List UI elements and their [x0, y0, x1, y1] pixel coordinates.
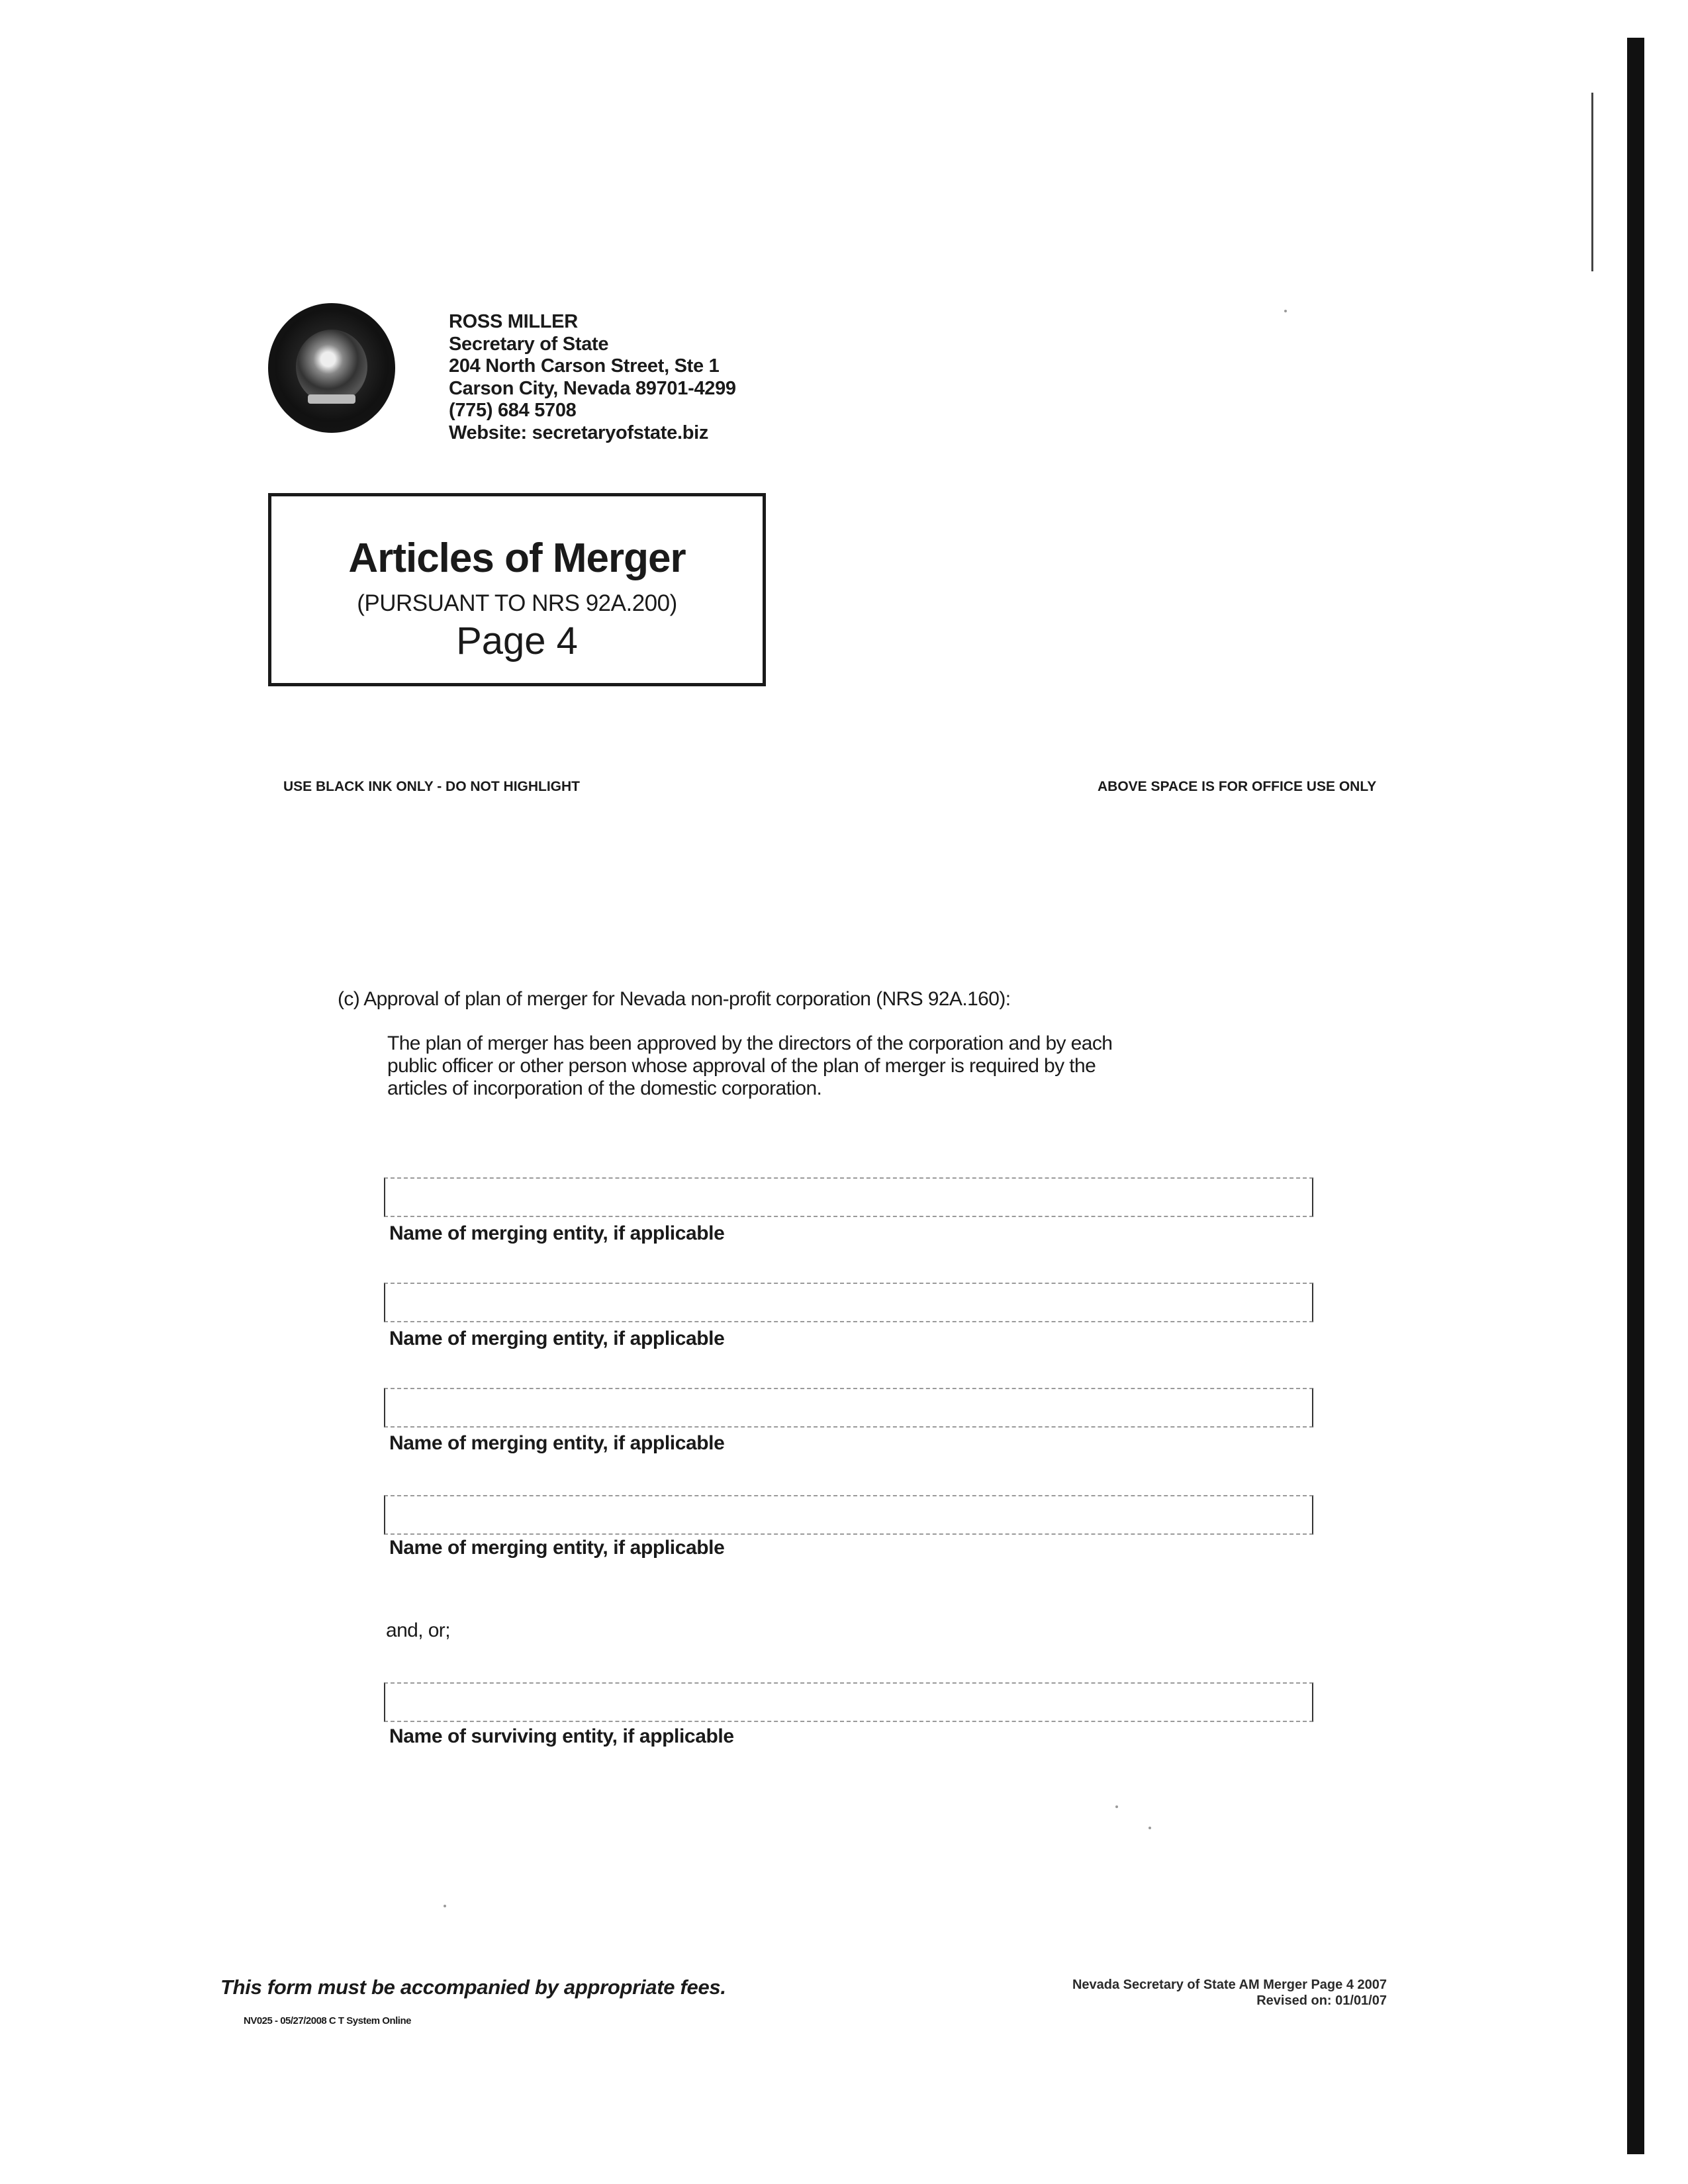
surviving-entity-label: Name of surviving entity, if applicable	[389, 1725, 734, 1747]
phone-number: (775) 684 5708	[449, 400, 577, 421]
form-code: NV025 - 05/27/2008 C T System Online	[244, 2015, 411, 2026]
form-name: Nevada Secretary of State AM Merger Page 4 2007	[1072, 1978, 1387, 1992]
office-use-notice: ABOVE SPACE IS FOR OFFICE USE ONLY	[1098, 779, 1377, 794]
revision-date: Revised on: 01/01/07	[1256, 1993, 1387, 2008]
and-or-connector: and, or;	[386, 1619, 450, 1641]
form-page-number: Page 4	[456, 619, 578, 662]
form-subtitle: (PURSUANT TO NRS 92A.200)	[357, 590, 677, 616]
merging-entity-2-input[interactable]	[384, 1283, 1313, 1322]
paragraph-line: The plan of merger has been approved by the directors of the corporation and by each	[387, 1032, 1113, 1054]
address-line-1: 204 North Carson Street, Ste 1	[449, 355, 720, 377]
merging-entity-1-input[interactable]	[384, 1177, 1313, 1217]
fees-notice: This form must be accompanied by appropriate fees.	[220, 1976, 726, 1999]
nevada-state-seal-icon	[268, 303, 395, 433]
scan-edge-line	[1591, 93, 1593, 271]
seal-emblem	[296, 330, 367, 404]
seal-banner	[308, 394, 355, 404]
ink-notice: USE BLACK INK ONLY - DO NOT HIGHLIGHT	[283, 779, 581, 794]
paragraph-line: articles of incorporation of the domestic corporation.	[387, 1077, 822, 1099]
form-title-box	[268, 493, 766, 686]
scan-speck	[1149, 1827, 1151, 1829]
scan-speck	[1115, 1805, 1118, 1808]
scan-edge-bar	[1627, 38, 1644, 2154]
official-name: ROSS MILLER	[449, 311, 578, 332]
merging-entity-3-input[interactable]	[384, 1388, 1313, 1428]
section-c-heading: (c) Approval of plan of merger for Nevada non-profit corporation (NRS 92A.160):	[338, 988, 1011, 1010]
form-revision-info	[1072, 1977, 1387, 2009]
website: Website: secretaryofstate.biz	[449, 422, 709, 443]
merging-entity-2-label: Name of merging entity, if applicable	[389, 1328, 725, 1349]
merging-entity-3-label: Name of merging entity, if applicable	[389, 1432, 725, 1454]
secretary-of-state-header	[449, 311, 736, 444]
paragraph-line: public officer or other person whose approval of the plan of merger is required by the	[387, 1055, 1096, 1077]
form-title: Articles of Merger	[348, 535, 686, 581]
approval-paragraph	[387, 1032, 1340, 1100]
merging-entity-4-label: Name of merging entity, if applicable	[389, 1537, 725, 1559]
office-title: Secretary of State	[449, 333, 609, 355]
scan-speck	[444, 1905, 446, 1907]
address-line-2: Carson City, Nevada 89701-4299	[449, 377, 736, 399]
surviving-entity-input[interactable]	[384, 1682, 1313, 1722]
merging-entity-1-label: Name of merging entity, if applicable	[389, 1222, 725, 1244]
scan-speck	[1284, 310, 1287, 312]
merging-entity-4-input[interactable]	[384, 1495, 1313, 1535]
